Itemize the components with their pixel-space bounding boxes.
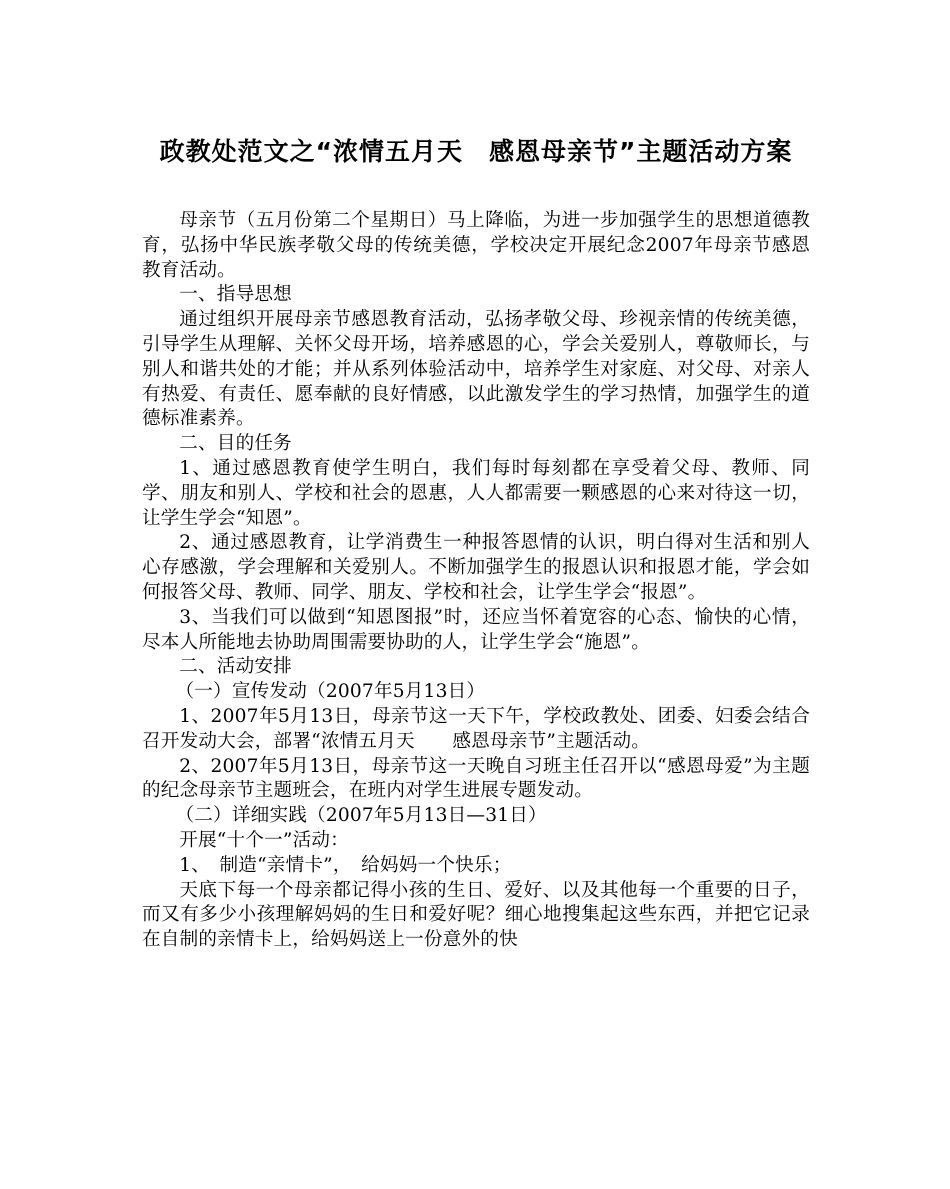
list-item-family-card: 1、 制造“亲情卡”， 给妈妈一个快乐；: [179, 854, 512, 876]
paragraph-objective-1: 1、通过感恩教育使学生明白，我们每时每刻都在享受着父母、教师、同学、朋友和别人、学校和社会的恩惠，人人都需要一颗感恩的心来对待这一切，让学生学会“知恩”。: [142, 457, 810, 529]
subsection-heading-practice: （二）详细实践（2007年5月13日—31日）: [175, 805, 547, 827]
paragraph-guiding-thought: 通过组织开展母亲节感恩教育活动，弘扬孝敬父母、珍视亲情的传统美德，引导学生从理解、关怀父母开场，培养感恩的心，学会关爱别人，尊敬师长，与别人和谐共处的才能；并从系列体验活动中，培养学生对家庭、对父母、对亲人有热爱、有责任、愿奉献的良好情感，以此激发学生的学习热情，加强学生的道德标准素养。: [142, 309, 810, 430]
paragraph-intro: 母亲节（五月份第二个星期日）马上降临，为进一步加强学生的思想道德教育，弘扬中华民族孝敬父母的传统美德，学校决定开展纪念2007年母亲节感恩教育活动。: [142, 210, 810, 281]
paragraph-family-card-detail: 天底下每一个母亲都记得小孩的生日、爱好、以及其他每一个重要的日子，而又有多少小孩理解妈妈的生日和爱好呢？细心地搜集起这些东西，并把它记录在自制的亲情卡上，给妈妈送上一份意外的快: [142, 879, 810, 951]
paragraph-publicity-2: 2、2007年5月13日，母亲节这一天晚自习班主任召开以“感恩母爱”为主题的纪念母亲节主题班会，在班内对学生进展专题发动。: [142, 755, 810, 802]
paragraph-objective-3: 3、当我们可以做到“知恩图报”时，还应当怀着宽容的心态、愉快的心情，尽本人所能地去协助周围需要协助的人，让学生学会“施恩”。: [142, 606, 810, 653]
section-heading-guiding-thought: 一、指导思想: [179, 284, 292, 306]
section-heading-arrangement: 二、活动安排: [179, 656, 292, 678]
document-body: [142, 209, 810, 953]
document-page: [142, 128, 810, 953]
paragraph-objective-2: 2、通过感恩教育，让学消费生一种报答恩情的认识，明白得对生活和别人心存感激，学会理解和关爱别人。不断加强学生的报恩认识和报恩才能，学会如何报答父母、教师、同学、朋友、学校和社会，让学生学会“报恩”。: [142, 532, 810, 603]
paragraph-ten-activities: 开展“十个一”活动：: [179, 829, 349, 851]
section-heading-objectives: 二、目的任务: [179, 433, 292, 455]
paragraph-publicity-1: 1、2007年5月13日，母亲节这一天下午，学校政教处、团委、妇委会结合召开发动大会，部署“浓情五月天 感恩母亲节”主题活动。: [142, 705, 810, 752]
subsection-heading-publicity: （一）宣传发动（2007年5月13日）: [175, 681, 486, 703]
document-title: 政教处范文之“浓情五月天 感恩母亲节”主题活动方案: [159, 137, 793, 166]
